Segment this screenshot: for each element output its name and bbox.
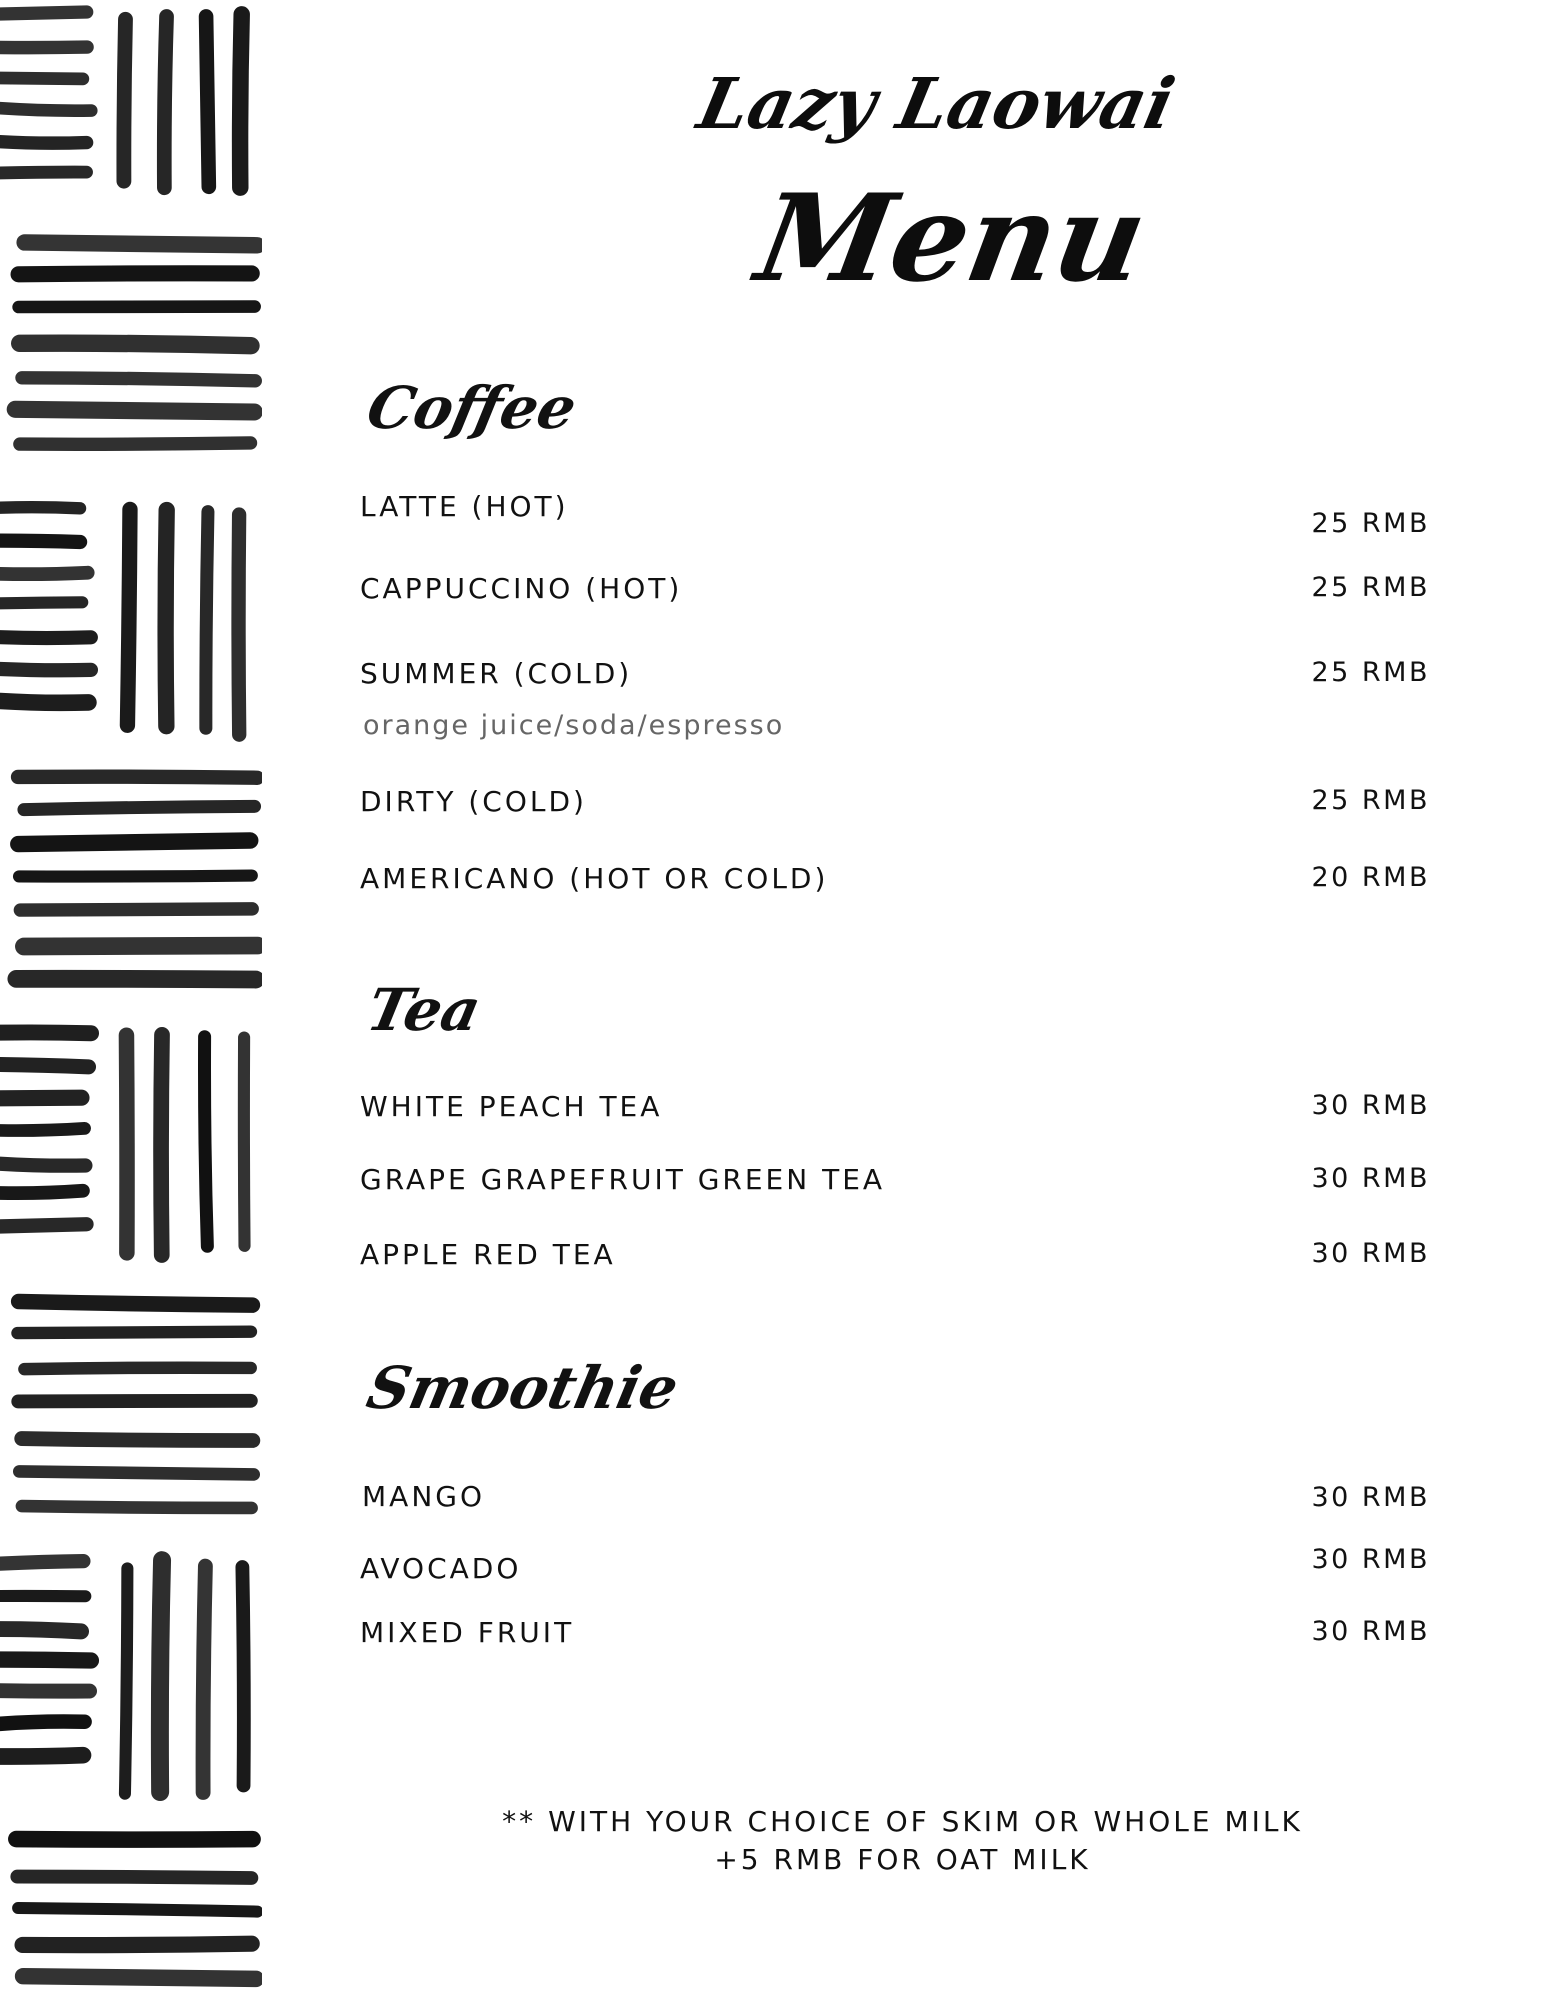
brush-stroke bbox=[205, 1037, 208, 1247]
brush-stroke bbox=[206, 16, 209, 186]
brush-stroke bbox=[24, 946, 258, 947]
menu-title: Menu bbox=[747, 168, 1157, 309]
brush-stroke bbox=[0, 108, 91, 110]
coffee-section bbox=[360, 368, 1445, 908]
brush-stroke-border-decoration bbox=[0, 0, 262, 2000]
item-name: GRAPE GRAPEFRUIT GREEN TEA bbox=[360, 1163, 886, 1196]
menu-item bbox=[360, 1616, 1445, 1666]
smoothie-section bbox=[360, 1348, 1445, 1668]
item-name: MIXED FRUIT bbox=[360, 1616, 575, 1649]
brush-stroke bbox=[0, 172, 87, 173]
brush-stroke bbox=[15, 409, 254, 412]
item-name: SUMMER (COLD) bbox=[360, 657, 633, 690]
brush-stroke bbox=[0, 1755, 83, 1756]
item-description: orange juice/soda/espresso bbox=[363, 710, 785, 741]
item-name: AMERICANO (HOT OR COLD) bbox=[360, 862, 829, 895]
brush-stroke bbox=[0, 1629, 81, 1631]
brush-stroke bbox=[0, 701, 88, 703]
brush-stroke bbox=[0, 1224, 86, 1226]
brush-stroke bbox=[20, 443, 251, 444]
milk-note-line-1: ** WITH YOUR CHOICE OF SKIM OR WHOLE MILK bbox=[502, 1805, 1303, 1838]
item-name: CAPPUCCINO (HOT) bbox=[360, 572, 683, 605]
item-price: 30 RMB bbox=[1311, 1482, 1430, 1513]
brush-stroke bbox=[203, 1566, 205, 1792]
item-price: 25 RMB bbox=[1311, 508, 1430, 539]
menu-item bbox=[360, 1163, 1445, 1213]
brush-stroke bbox=[244, 1038, 245, 1246]
brush-stroke bbox=[24, 1368, 250, 1369]
brush-stroke bbox=[0, 1722, 85, 1724]
brush-stroke bbox=[0, 669, 91, 670]
brush-stroke bbox=[0, 1561, 83, 1563]
brush-stroke bbox=[0, 1164, 85, 1166]
brush-stroke bbox=[0, 602, 82, 603]
brush-stroke bbox=[0, 142, 87, 143]
brush-stroke bbox=[206, 512, 208, 729]
brush-stroke bbox=[0, 637, 91, 638]
brush-stroke bbox=[19, 1471, 253, 1474]
brush-stroke bbox=[19, 1302, 253, 1306]
brush-stroke bbox=[20, 343, 251, 345]
brush-stroke bbox=[242, 1567, 243, 1785]
item-price: 25 RMB bbox=[1311, 785, 1430, 816]
brush-stroke bbox=[161, 1035, 162, 1255]
brush-stroke bbox=[0, 541, 80, 542]
brush-stroke bbox=[0, 1128, 85, 1130]
item-name: WHITE PEACH TEA bbox=[360, 1090, 663, 1123]
item-price: 30 RMB bbox=[1311, 1544, 1430, 1575]
brush-stroke bbox=[18, 841, 250, 845]
brush-stroke bbox=[23, 1976, 256, 1979]
item-name: APPLE RED TEA bbox=[360, 1238, 616, 1271]
brush-stroke bbox=[0, 1191, 83, 1193]
brush-stroke bbox=[22, 1506, 252, 1508]
brush-stroke bbox=[24, 806, 255, 809]
brush-stroke bbox=[16, 1839, 252, 1840]
brush-stroke bbox=[25, 242, 258, 245]
brush-stroke bbox=[18, 777, 257, 778]
brush-stroke bbox=[20, 909, 252, 910]
menu-item bbox=[360, 657, 1445, 757]
brush-stroke bbox=[0, 47, 87, 48]
brush-stroke bbox=[22, 378, 255, 381]
brush-stroke bbox=[125, 1568, 127, 1793]
milk-options-note bbox=[360, 1803, 1445, 1879]
brush-stroke bbox=[18, 1908, 257, 1912]
brush-stroke bbox=[0, 573, 88, 574]
brush-stroke bbox=[164, 17, 166, 188]
section-title-tea: Tea bbox=[361, 976, 487, 1044]
brush-stroke bbox=[23, 1944, 252, 1945]
menu-item bbox=[360, 1544, 1445, 1598]
menu-item bbox=[360, 862, 1445, 912]
brush-stroke bbox=[0, 1065, 89, 1067]
brush-stroke bbox=[16, 979, 255, 980]
brush-stroke bbox=[22, 1439, 253, 1441]
item-name: AVOCADO bbox=[360, 1552, 522, 1585]
brush-stroke bbox=[166, 510, 167, 726]
item-price: 30 RMB bbox=[1311, 1090, 1430, 1121]
brush-stroke bbox=[0, 507, 80, 508]
brand-title: Lazy Laowai bbox=[691, 62, 1182, 145]
item-price: 30 RMB bbox=[1311, 1163, 1430, 1194]
section-title-coffee: Coffee bbox=[361, 374, 583, 442]
brush-stroke bbox=[19, 876, 252, 877]
menu-item bbox=[360, 572, 1445, 622]
item-name: LATTE (HOT) bbox=[360, 490, 569, 523]
item-name: MANGO bbox=[362, 1480, 485, 1513]
menu-item bbox=[360, 490, 1445, 550]
brush-stroke bbox=[240, 14, 242, 187]
item-price: 25 RMB bbox=[1311, 657, 1430, 688]
brush-stroke bbox=[0, 1660, 91, 1661]
brush-stroke bbox=[0, 1098, 81, 1099]
brush-stroke bbox=[160, 1560, 162, 1792]
brush-stroke bbox=[17, 1877, 251, 1878]
item-price: 30 RMB bbox=[1311, 1238, 1430, 1269]
brush-stroke bbox=[0, 78, 83, 79]
item-price: 20 RMB bbox=[1311, 862, 1430, 893]
menu-item bbox=[360, 785, 1445, 835]
item-name: DIRTY (COLD) bbox=[360, 785, 587, 818]
brush-stroke bbox=[126, 1035, 127, 1253]
brush-stroke bbox=[124, 19, 126, 181]
brush-stroke bbox=[0, 12, 87, 14]
menu-item bbox=[360, 1480, 1445, 1530]
tea-section bbox=[360, 970, 1445, 1270]
brush-stroke bbox=[18, 1401, 251, 1402]
brush-stroke bbox=[19, 273, 252, 274]
menu-item bbox=[360, 1238, 1445, 1288]
menu-item bbox=[360, 1090, 1445, 1140]
item-price: 30 RMB bbox=[1311, 1616, 1430, 1647]
brush-stroke bbox=[127, 509, 130, 725]
brush-stroke bbox=[0, 1032, 91, 1033]
brush-stroke bbox=[17, 1332, 251, 1333]
brush-stroke bbox=[239, 515, 240, 735]
section-title-smoothie: Smoothie bbox=[361, 1354, 685, 1422]
milk-note-line-2: +5 RMB FOR OAT MILK bbox=[714, 1843, 1091, 1876]
item-price: 25 RMB bbox=[1311, 572, 1430, 603]
